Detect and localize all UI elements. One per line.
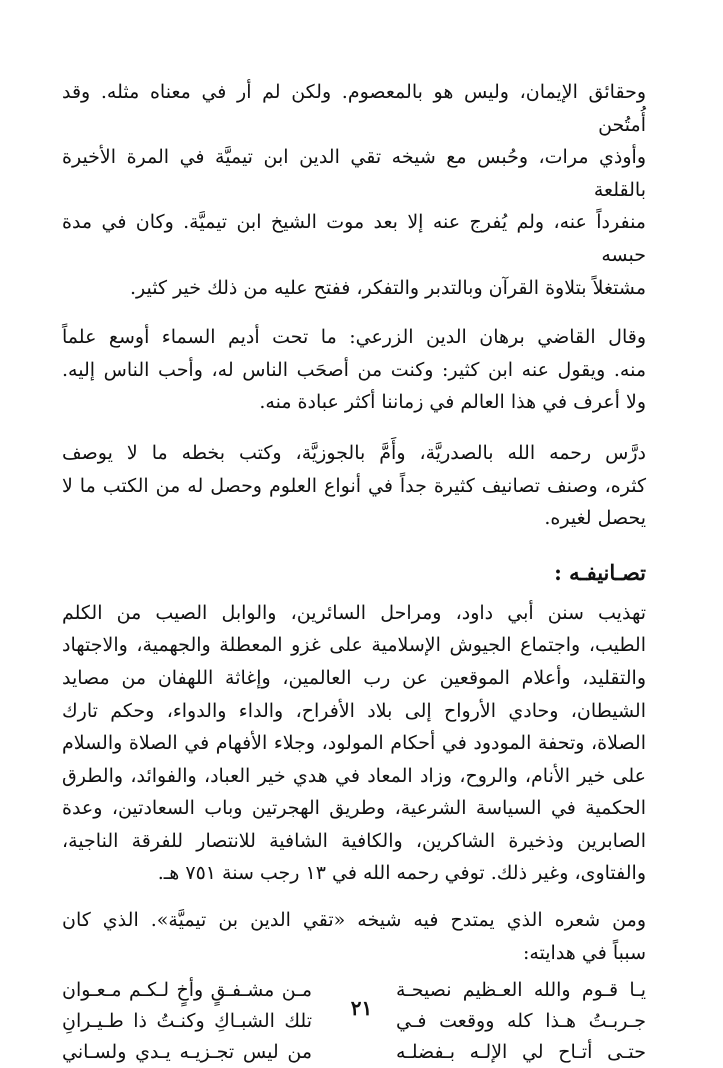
text-line: الشيطان، وحادي الأرواح إلى بلاد الأفراح، والداء والدواء، وحكم تارك	[62, 699, 646, 722]
text-line: منفرداً عنه، ولم يُفرج عنه إلا بعد موت الشيخ ابن تيميَّة. وكان في مدة حبسه	[62, 211, 646, 266]
text-line: والتقليد، وأعلام الموقعين عن رب العالمين، وإغاثة اللهفان من مصايد	[62, 666, 646, 689]
verse-second-hemistich: مـن مشـفـقٍ وأخٍ لـكـم مـعـوان	[62, 979, 312, 1002]
text-line: الحكمية في السياسة الشرعية، وطريق الهجرتين وباب السعادتين، وعدة	[62, 797, 646, 820]
text-line: الصابرين وذخيرة الشاكرين، والكافية الشافية للانتصار للفرقة الناجية،	[62, 829, 646, 852]
poem-verse	[62, 1037, 646, 1068]
text-line: تهذيب سنن أبي داود، ومراحل السائرين، والوابل الصيب من الكلم	[62, 601, 646, 624]
paragraph-works	[62, 597, 646, 890]
text-line: منه. ويقول عنه ابن كثير: وكنت من أصحَب الناس له، وأحب الناس إليه.	[62, 358, 646, 381]
section-heading: تصـانيفـه :	[554, 559, 646, 585]
text-line: يحصل لغيره.	[544, 507, 646, 530]
text-line: وأوذي مرات، وحُبس مع شيخه تقي الدين ابن تيميَّة في المرة الأخيرة بالقلعة	[62, 146, 646, 201]
paragraph-testimony	[62, 321, 646, 419]
verse-first-hemistich: يـا قـوم والله العـظيم نصيحـة	[396, 979, 646, 1002]
poem	[62, 975, 646, 1068]
text-line: وحقائق الإيمان، وليس هو بالمعصوم. ولكن لم أر في معناه مثله. وقد أُمتُحن	[62, 81, 646, 136]
text-line: درَّس رحمه الله بالصدريَّة، وأَمَّ بالجوزيَّة، وكتب بخطه ما لا يوصف	[62, 441, 646, 464]
text-line: الطيب، واجتماع الجيوش الإسلامية على غزو المعطلة والجهمية، والاجتهاد	[62, 634, 646, 657]
paragraph-teaching	[62, 437, 646, 535]
verse-first-hemistich: حتـى أتـاح لي الإلـه بـفضلـه	[396, 1041, 646, 1064]
text-line: مشتغلاً بتلاوة القرآن وبالتدبر والتفكر، ففتح عليه من ذلك خير كثير.	[130, 276, 646, 299]
text-line: وقال القاضي برهان الدين الزرعي: ما تحت أديم السماء أوسع علماً	[62, 326, 646, 349]
paragraph-poetry-intro	[62, 904, 646, 969]
verse-second-hemistich: تلك الشبـاكِ وكنـتُ ذا طـيـرانِ	[62, 1010, 312, 1033]
text-line: ومن شعره الذي يمتدح فيه شيخه «تقي الدين بن تيميَّة». الذي كان	[62, 909, 646, 932]
verse-second-hemistich: من ليس تجـزيـه يـدي ولسـاني	[62, 1041, 312, 1064]
text-line: ولا أعرف في هذا العالم في زماننا أكثر عبادة منه.	[259, 391, 646, 414]
page-number: ٢١	[350, 996, 373, 1020]
text-line: كثره، وصنف تصانيف كثيرة جداً في أنواع العلوم وحصل له من الكتب ما لا	[62, 474, 646, 497]
verse-first-hemistich: جـربـتُ هـذا كله ووقعت فـي	[396, 1010, 646, 1033]
text-line: سبباً في هدايته:	[522, 941, 646, 964]
text-line: على خير الأنام، والروح، وزاد المعاد في هدي خير العباد، والفوائد، والطرق	[62, 764, 646, 787]
paragraph-biography	[62, 76, 646, 304]
text-line: الصلاة، وتحفة المودود في أحكام المولود، وجلاء الأفهام في الصلاة والسلام	[62, 732, 646, 755]
text-line: والفتاوى، وغير ذلك. توفي رحمه الله في ١٣ رجب سنة ٧٥١ هـ.	[157, 862, 646, 885]
